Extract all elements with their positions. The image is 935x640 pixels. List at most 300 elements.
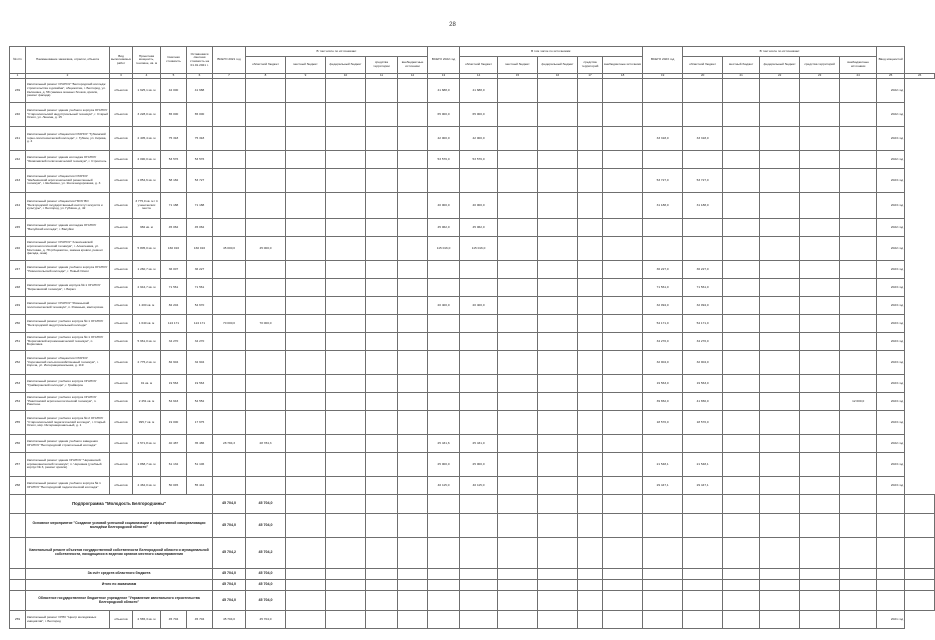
source-2021-value	[398, 193, 428, 219]
empty-cell	[840, 591, 877, 611]
source-2023-value: 19 563,0	[683, 375, 723, 393]
source-2021-value	[286, 315, 326, 333]
object-name: Капитальный ремонт учебного корпуса ОГАПОУ "Грайворонский колледж", г. Грайворон	[26, 375, 110, 393]
source-2022-value	[578, 297, 603, 315]
source-2021-value	[286, 477, 326, 495]
capacity: 2 775,2 кв. м	[133, 351, 161, 375]
estimate-cost: 58 182	[161, 169, 187, 193]
source-2023-value	[760, 279, 800, 297]
source-2021-value	[366, 279, 398, 297]
estimate-cost: 82 204	[161, 297, 187, 315]
empty-cell	[460, 580, 498, 591]
source-2023-value	[800, 435, 840, 453]
header-source-2021-4: средства территории	[366, 57, 398, 74]
empty-cell	[428, 580, 460, 591]
source-2022-value	[538, 477, 578, 495]
empty-cell	[840, 495, 877, 514]
source-2023-value	[800, 219, 840, 237]
total-2021: 45 704,2	[213, 538, 246, 569]
empty-cell	[723, 495, 760, 514]
source-2021-value	[398, 315, 428, 333]
table-row	[10, 237, 935, 261]
empty-cell	[326, 514, 366, 538]
object-name: Капитальный ремонт учебного корпуса № 1 ОГАПОУ "Белгородский индустриальный колледж"	[26, 315, 110, 333]
total-2023	[643, 103, 683, 127]
source-2023-value: 71 561,0	[683, 279, 723, 297]
source-2023-value	[723, 169, 760, 193]
empty-cell	[498, 538, 538, 569]
empty-cell	[877, 538, 905, 569]
header-source-2023-3: федеральный бюджет	[760, 57, 800, 74]
source-2021-value	[366, 127, 398, 151]
empty-cell	[905, 580, 935, 591]
object-name: Капитальный ремонт учебного корпуса № 1 ОГАПОУ "Борисовский агромеханический техникум", п. Борисовка	[26, 333, 110, 351]
source-2022-value	[538, 453, 578, 477]
object-name: Капитальный ремонт здания учебного заведения ОГАПОУ "Белгородский строительный колледж"	[26, 435, 110, 453]
total-2021: 45 000,0	[213, 237, 246, 261]
source-2023-value	[840, 411, 877, 435]
remaining-cost: 34 270	[187, 333, 213, 351]
source-2021-value	[326, 351, 366, 375]
empty-cell	[877, 580, 905, 591]
source-2021-value	[398, 127, 428, 151]
empty-cell	[498, 569, 538, 580]
source-2021-value	[286, 279, 326, 297]
object-name: Капитальный ремонт здания колледжа ОГАПОУ "Валуйский колледж", г. Валуйки	[26, 219, 110, 237]
source-2021-value	[286, 611, 326, 629]
commissioning-year: 2022 год	[877, 151, 905, 169]
row-number: 259	[10, 611, 26, 629]
source-2022-value	[498, 103, 538, 127]
source-2022-value	[460, 261, 498, 279]
header-capacity: Проектная мощность, тенговое, кв. м	[133, 47, 161, 74]
source-2022-value	[578, 393, 603, 411]
investment-program-table	[9, 46, 935, 629]
capacity: 3 228,0 кв. м	[133, 103, 161, 127]
empty-cell	[398, 591, 428, 611]
estimate-cost: 71 561	[161, 279, 187, 297]
source-2021-value	[366, 151, 398, 169]
source-2022-value	[460, 411, 498, 435]
empty-cell	[538, 569, 578, 580]
capacity: 5 805,0 кв. м	[133, 237, 161, 261]
source-2023-value	[723, 79, 760, 103]
source-2021-value	[286, 169, 326, 193]
source-2022-value	[538, 261, 578, 279]
source-2023-value	[683, 79, 723, 103]
source-2021-value	[398, 351, 428, 375]
capacity: 3 775,0 кв. м / 4 ученических места	[133, 193, 161, 219]
source-2021-value	[398, 435, 428, 453]
source-2021-value	[286, 351, 326, 375]
object-name: Капитальный ремонт общежития ОГАПОУ "Шебекинский агротехнический ремесленный техникум", г. Шебекино, ул. Железнодорожная, д. 3	[26, 169, 110, 193]
source-2023-value	[683, 151, 723, 169]
empty-cell	[800, 514, 840, 538]
source-2023-value	[723, 393, 760, 411]
source-2021-value	[398, 169, 428, 193]
remaining-cost: 124 171	[187, 315, 213, 333]
empty-cell	[460, 591, 498, 611]
source-2022-value	[603, 169, 643, 193]
source-2021-value	[366, 79, 398, 103]
column-number: 17	[578, 74, 603, 79]
column-number: 4	[133, 74, 161, 79]
source-2021-value	[246, 79, 286, 103]
column-number: 3	[110, 74, 133, 79]
table-row	[10, 279, 935, 297]
total-2023: 19 563,0	[643, 375, 683, 393]
source-2021-value: 28 784,3	[246, 435, 286, 453]
source-2022-value	[460, 351, 498, 375]
estimate-cost: 160 016	[161, 237, 187, 261]
source-2021-value	[366, 297, 398, 315]
source-2023-value	[800, 261, 840, 279]
column-number: 7	[213, 74, 246, 79]
source-2021-value	[366, 411, 398, 435]
empty-cell	[578, 569, 603, 580]
source-2022-value	[578, 169, 603, 193]
empty-cell	[366, 514, 398, 538]
source-2021-value	[246, 151, 286, 169]
total-2021: 45 704,0	[213, 495, 246, 514]
source-2022-value	[603, 315, 643, 333]
empty-cell	[840, 569, 877, 580]
source-2021-value	[398, 103, 428, 127]
source-2023-value	[683, 219, 723, 237]
source-2023-value: 21 548,1	[683, 453, 723, 477]
commissioning-year: 2022 год	[877, 237, 905, 261]
source-2021-value	[326, 333, 366, 351]
row-number: 258	[10, 477, 26, 495]
source-2022-value	[460, 169, 498, 193]
total-2021	[213, 79, 246, 103]
source-2023-value	[723, 237, 760, 261]
remaining-cost: 17 675	[187, 411, 213, 435]
empty-cell	[578, 580, 603, 591]
source-2021-value	[246, 411, 286, 435]
estimate-cost: 40 487	[161, 435, 187, 453]
subtotal-row	[10, 591, 935, 611]
empty-cell	[683, 514, 723, 538]
source-2022-value	[498, 237, 538, 261]
total-2023	[643, 435, 683, 453]
total-2023: 34 270,0	[643, 333, 683, 351]
header-source-2022-3: федеральный бюджет	[538, 57, 578, 74]
empty-cell	[366, 591, 398, 611]
source-2021-value	[398, 237, 428, 261]
commissioning-year: 2023 год	[877, 315, 905, 333]
source-2023-value	[800, 297, 840, 315]
work-type: объектов	[110, 219, 133, 237]
source-2021-value	[286, 411, 326, 435]
source-2021-regional: 45 704,0	[246, 495, 286, 514]
source-2023-value: 31 188,0	[683, 193, 723, 219]
empty-cell	[643, 591, 683, 611]
source-2022-value	[538, 151, 578, 169]
capacity: 995,7 кв. м	[133, 411, 161, 435]
source-2021-value	[326, 219, 366, 237]
total-2023: 39 652,0	[643, 393, 683, 411]
source-2023-value	[840, 193, 877, 219]
source-2022-value	[603, 333, 643, 351]
total-2022: 42 000,0	[428, 127, 460, 151]
source-2023-value	[723, 127, 760, 151]
source-2022-value	[578, 411, 603, 435]
empty-cell	[760, 495, 800, 514]
source-2022-value	[538, 435, 578, 453]
source-2022-value	[538, 375, 578, 393]
work-type: объектов	[110, 151, 133, 169]
estimate-cost: 19 563	[161, 375, 187, 393]
commissioning-year: 2023 год	[877, 193, 905, 219]
total-2021	[213, 193, 246, 219]
source-2021-value	[246, 169, 286, 193]
row-number: 248	[10, 279, 26, 297]
source-2022-value	[603, 435, 643, 453]
empty-cell	[498, 580, 538, 591]
estimate-cost: 65 000	[161, 103, 187, 127]
column-number: 21	[723, 74, 760, 79]
source-2023-value	[800, 453, 840, 477]
row-number	[10, 495, 26, 514]
source-2022-value	[578, 127, 603, 151]
section-title: Капитальный ремонт объектов государственной собственности Белгородской области и муниципальной собственности, находящихся в ведении органов местного самоуправления	[26, 538, 213, 569]
empty-cell	[800, 580, 840, 591]
source-2023-value	[760, 261, 800, 279]
source-2022-value	[603, 193, 643, 219]
source-2023-value	[723, 375, 760, 393]
empty-cell	[286, 495, 326, 514]
source-2023-value	[760, 393, 800, 411]
total-2022	[428, 279, 460, 297]
remaining-cost: 35 486	[187, 435, 213, 453]
empty-cell	[428, 591, 460, 611]
source-2023-value	[840, 103, 877, 127]
capacity: 1 854,6 кв. м	[133, 169, 161, 193]
source-2022-value	[578, 453, 603, 477]
empty-cell	[326, 538, 366, 569]
commissioning-year: 2023 год	[877, 477, 905, 495]
total-2022	[428, 411, 460, 435]
header-total-2023: ВСЕГО 2023 год	[643, 47, 683, 74]
remaining-cost: 65 000	[187, 103, 213, 127]
work-type: объектов	[110, 435, 133, 453]
source-2021-value	[366, 453, 398, 477]
source-2022-value	[460, 611, 498, 629]
source-2021-value	[286, 103, 326, 127]
empty-cell	[428, 569, 460, 580]
estimate-cost: 50 045	[161, 477, 187, 495]
source-2022-value	[498, 435, 538, 453]
source-2023-value	[840, 315, 877, 333]
source-2023-value: 33 318,0	[683, 127, 723, 151]
table-row	[10, 261, 935, 279]
source-2023-value	[800, 393, 840, 411]
header-number: № п/п	[10, 47, 26, 74]
section-title: Областное государственное бюджетное учреждение "Управление капитального строительства Белгородской области"	[26, 591, 213, 611]
source-2022-value	[538, 127, 578, 151]
estimate-cost: 54 643	[161, 393, 187, 411]
source-2022-value	[538, 393, 578, 411]
source-2021-value	[326, 193, 366, 219]
empty-cell	[603, 569, 643, 580]
total-2023: 54 171,0	[643, 315, 683, 333]
estimate-cost: 45 704	[161, 611, 187, 629]
source-2023-value	[723, 315, 760, 333]
remaining-cost: 51 106	[187, 453, 213, 477]
source-2021-value	[286, 333, 326, 351]
capacity: 1 868,7 кв. м	[133, 453, 161, 477]
source-2022-value	[498, 477, 538, 495]
estimate-cost: 36 007	[161, 261, 187, 279]
object-name: Капитальный ремонт здания колледжа ОГАПОУ "Яковлевский политехнический техникум", г. Строитель	[26, 151, 110, 169]
source-2022-value	[538, 279, 578, 297]
capacity: 5 961,0 кв. м	[133, 333, 161, 351]
source-2022-value	[603, 127, 643, 151]
empty-cell	[760, 569, 800, 580]
source-2023-value	[760, 297, 800, 315]
source-2022-value	[498, 333, 538, 351]
object-name: Капитальный ремонт здания учебного корпуса № 1 ОГАПОУ "Белгородский педагогический колледж"	[26, 477, 110, 495]
source-2021-value	[246, 453, 286, 477]
source-2022-value	[498, 453, 538, 477]
empty-cell	[366, 538, 398, 569]
source-2023-value	[840, 453, 877, 477]
source-2022-value	[578, 477, 603, 495]
estimate-cost: 61 132	[161, 453, 187, 477]
column-number: 25	[877, 74, 905, 79]
section-title: Подпрограмма "Молодость Белгородчины"	[26, 495, 213, 514]
source-2021-value	[366, 315, 398, 333]
table-row	[10, 453, 935, 477]
source-2022-value	[498, 193, 538, 219]
source-2021-value	[398, 219, 428, 237]
source-2022-value	[498, 261, 538, 279]
table-row	[10, 127, 935, 151]
header-object-name: Наименование заказчика, отрасли, объекта	[26, 47, 110, 74]
work-type: объектов	[110, 279, 133, 297]
commissioning-year: 2022 год	[877, 219, 905, 237]
source-2021-value	[366, 435, 398, 453]
total-2022	[428, 315, 460, 333]
empty-cell	[760, 591, 800, 611]
source-2022-value	[603, 393, 643, 411]
source-2021-regional: 45 704,0	[246, 580, 286, 591]
source-2022-value	[603, 79, 643, 103]
source-2023-value	[760, 315, 800, 333]
source-2023-value	[723, 103, 760, 127]
source-2023-value	[760, 453, 800, 477]
source-2023-value	[760, 219, 800, 237]
remaining-cost: 160 016	[187, 237, 213, 261]
source-2023-value	[840, 127, 877, 151]
total-2023: 71 561,0	[643, 279, 683, 297]
empty-cell	[643, 495, 683, 514]
subtotal-row	[10, 580, 935, 591]
work-type: объектов	[110, 103, 133, 127]
source-2022-value: 20 400,0	[460, 297, 498, 315]
section-title: Основное мероприятие "Создание условий успешной социализации и эффективной самореализации молодёжи Белгородской области"	[26, 514, 213, 538]
empty-cell	[643, 514, 683, 538]
header-source-2021-3: федеральный бюджет	[326, 57, 366, 74]
table-row	[10, 477, 935, 495]
row-number: 246	[10, 237, 26, 261]
source-2023-value	[760, 351, 800, 375]
total-2021	[213, 169, 246, 193]
source-2023-value	[760, 375, 800, 393]
source-2022-value	[578, 261, 603, 279]
capacity: 4 462,0 кв. м	[133, 477, 161, 495]
source-2021-value	[398, 453, 428, 477]
empty-cell	[877, 591, 905, 611]
total-2022	[428, 169, 460, 193]
source-2022-value	[578, 435, 603, 453]
work-type: объектов	[110, 193, 133, 219]
capacity: 2 405,4 кв. м	[133, 127, 161, 151]
source-2023-value	[723, 411, 760, 435]
empty-cell	[840, 538, 877, 569]
source-2021-value	[398, 333, 428, 351]
capacity: 2 944,7 кв. м	[133, 279, 161, 297]
empty-cell	[498, 591, 538, 611]
source-2021-value	[366, 393, 398, 411]
work-type: объектов	[110, 411, 133, 435]
table-row	[10, 297, 935, 315]
empty-cell	[538, 495, 578, 514]
source-2023-value	[760, 237, 800, 261]
work-type: объектов	[110, 315, 133, 333]
header-source-2021-1: областной бюджет	[246, 57, 286, 74]
capacity: 2 090,0 кв. м	[133, 151, 161, 169]
work-type: объектов	[110, 611, 133, 629]
empty-cell	[538, 580, 578, 591]
subtotal-row	[10, 495, 935, 514]
source-2023-value	[760, 435, 800, 453]
source-2021-value	[398, 477, 428, 495]
estimate-cost: 75 318	[161, 127, 187, 151]
remaining-cost: 53 727	[187, 169, 213, 193]
source-2022-value: 53 576,0	[460, 151, 498, 169]
row-number: 240	[10, 103, 26, 127]
source-2022-value	[578, 375, 603, 393]
source-2023-value	[840, 237, 877, 261]
source-2022-value	[603, 611, 643, 629]
source-2023-value	[760, 151, 800, 169]
header-commissioning: Ввод мощностей	[877, 47, 905, 74]
empty-cell	[603, 495, 643, 514]
object-name: Капитальный ремонт ОГБУ "Центр молодёжных инициатив", г. Белгород	[26, 611, 110, 629]
empty-cell	[398, 580, 428, 591]
table-row	[10, 79, 935, 103]
commissioning-year: 2022 год	[877, 103, 905, 127]
total-2021	[213, 375, 246, 393]
commissioning-year: 2023 год	[877, 279, 905, 297]
total-2021	[213, 393, 246, 411]
source-2023-value	[800, 315, 840, 333]
source-2021-value	[326, 279, 366, 297]
subtotal-row	[10, 538, 935, 569]
empty-cell	[398, 495, 428, 514]
source-2022-value	[498, 127, 538, 151]
row-number: 255	[10, 411, 26, 435]
source-2021-value	[286, 79, 326, 103]
table-row	[10, 393, 935, 411]
empty-cell	[578, 514, 603, 538]
source-2021-value	[286, 297, 326, 315]
table-row	[10, 315, 935, 333]
work-type: объектов	[110, 333, 133, 351]
work-type: объектов	[110, 237, 133, 261]
